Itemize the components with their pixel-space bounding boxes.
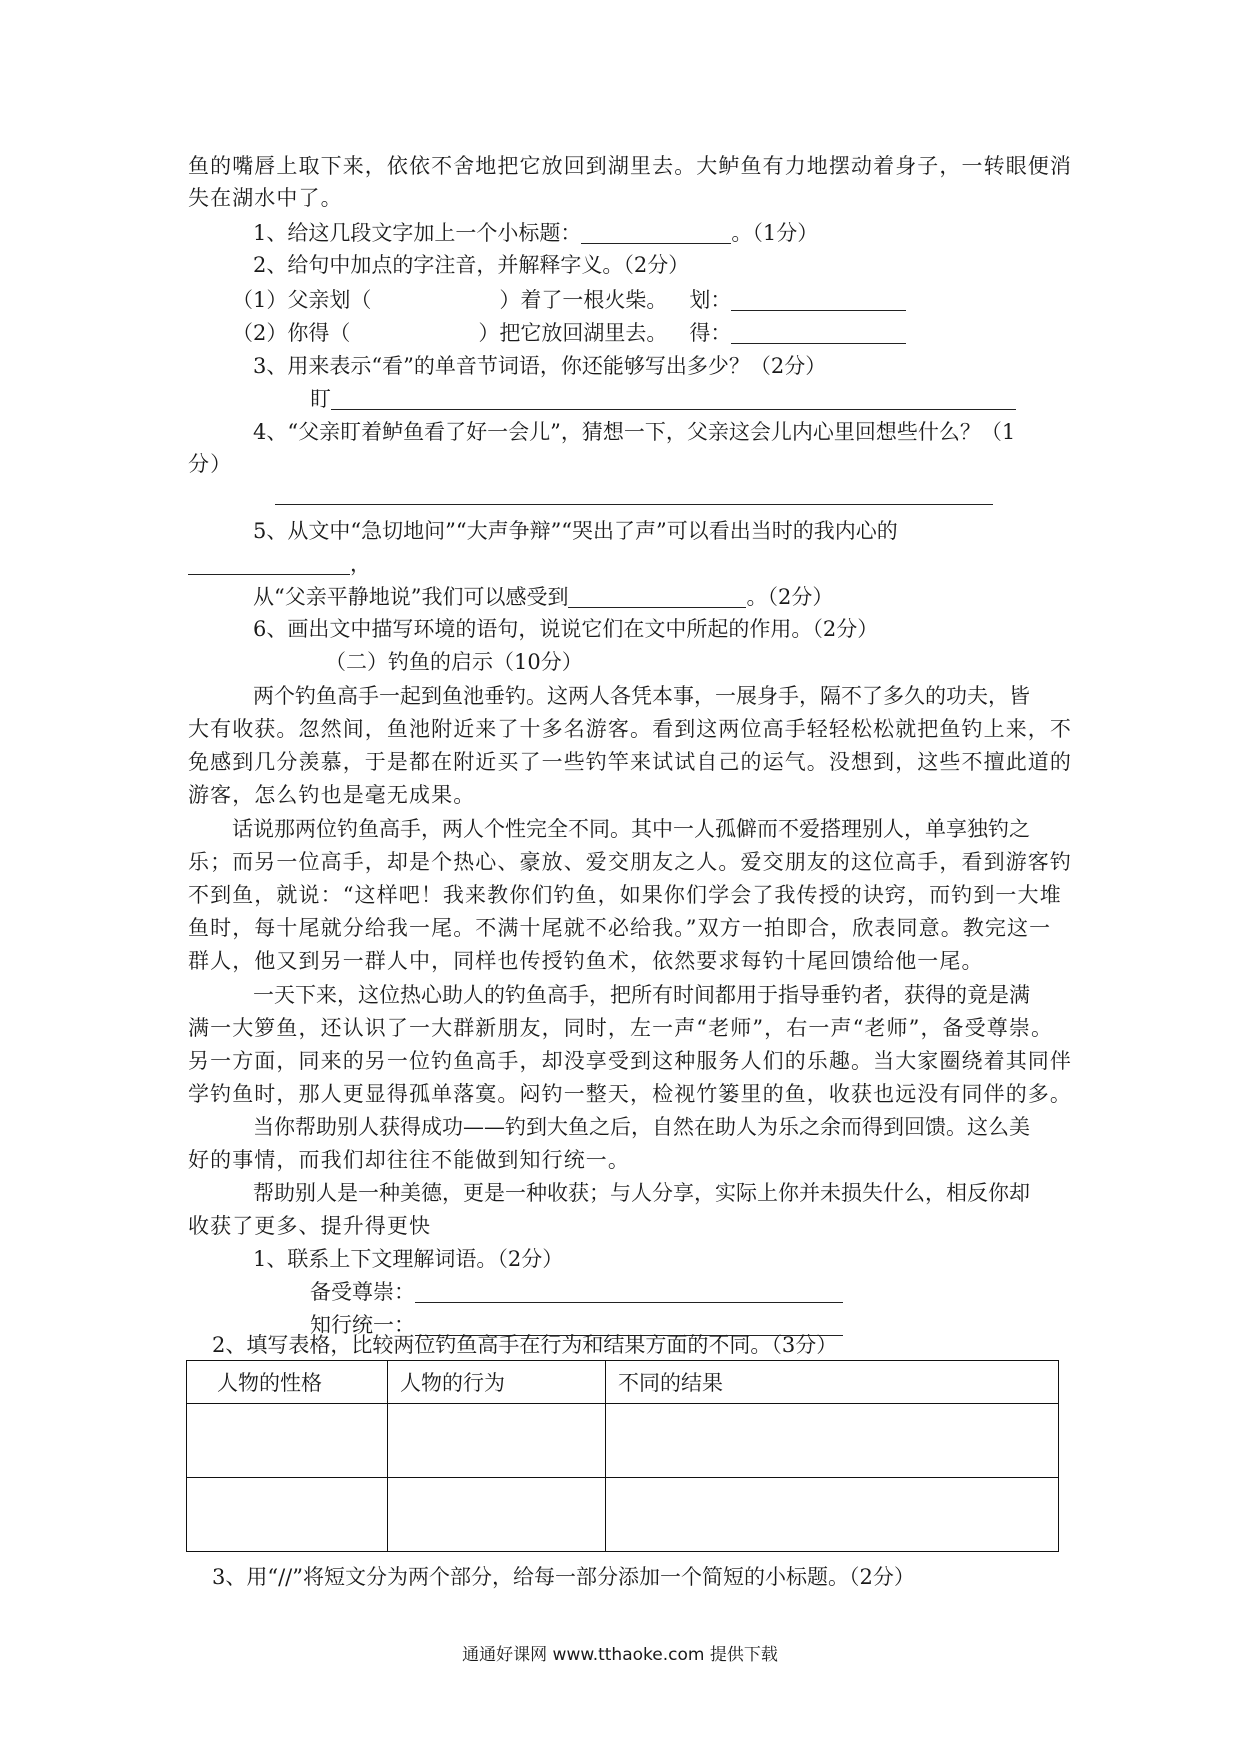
question-2-3: 3、用“//”将短文分为两个部分，给每一部分添加一个简短的小标题。（2分） [212,1565,915,1589]
paragraph-line: 群人，他又到另一群人中，同样也传授钓鱼术，依然要求每钓十尾回馈给他一尾。 [188,949,984,973]
question-3-answer: 盯 [310,384,1016,414]
table-row [187,1404,1059,1478]
question-6: 6、画出文中描写环境的语句，说说它们在文中所起的作用。（2分） [253,617,879,641]
table-cell[interactable] [388,1404,606,1478]
table-cell[interactable] [187,1404,388,1478]
question-1: 1、给这几段文字加上一个小标题： 。（1分） [253,221,819,245]
paragraph-line: 游客，怎么钓也是毫无成果。 [188,783,476,807]
table-header-row [187,1361,1059,1404]
paragraph-line: 学钓鱼时，那人更显得孤单落寞。闷钓一整天，检视竹篓里的鱼，收获也远没有同伴的多。 [188,1082,1072,1106]
section-heading: （二）钓鱼的启示（10分） [325,650,583,674]
table-cell[interactable] [606,1404,1059,1478]
answer-blank[interactable] [731,321,906,344]
answer-line[interactable] [275,504,993,505]
passage-line: 鱼的嘴唇上取下来，依依不舍地把它放回到湖里去。大鲈鱼有力地摆动着身子，一转眼便消 [188,154,1072,178]
table-cell[interactable] [388,1478,606,1552]
question-2: 2、给句中加点的字注音，并解释字义。（2分） [253,253,690,277]
table-header-cell: 人物的性格 [187,1361,388,1404]
paragraph-line: 帮助别人是一种美德，更是一种收获；与人分享，实际上你并未损失什么，相反你却 [253,1181,1030,1205]
question-5-part-2: 从“父亲平静地说”我们可以感受到 。（2分） [253,585,834,609]
paragraph-line: 好的事情，而我们却往往不能做到知行统一。 [188,1148,630,1172]
table-header-cell: 人物的行为 [388,1361,606,1404]
table-header-cell: 不同的结果 [606,1361,1059,1404]
question-3: 3、用来表示“看”的单音节词语，你还能够写出多少？（2分） [253,354,827,378]
answer-blank[interactable] [581,221,731,244]
vocab-item-2: 知行统一： [310,1310,843,1340]
paragraph-line: 当你帮助别人获得成功——钓到大鱼之后，自然在助人为乐之余而得到回馈。这么美 [253,1115,1030,1139]
question-4: 4、“父亲盯着鲈鱼看了好一会儿”，猜想一下，父亲这会儿内心里回想些什么？（1 [253,420,1016,444]
answer-blank[interactable] [568,585,746,608]
paragraph-line: 乐；而另一位高手，却是个热心、豪放、爱交朋友之人。爱交朋友的这位高手，看到游客钓 [188,850,1072,874]
paragraph-line: 一天下来，这位热心助人的钓鱼高手，把所有时间都用于指导垂钓者，获得的竟是满 [253,983,1030,1007]
question-2-item-1: （1）父亲划（ ）着了一根火柴。 划： [232,285,906,315]
table-cell[interactable] [606,1478,1059,1552]
table-row [187,1478,1059,1552]
paragraph-line: 收获了更多、提升得更快 [188,1214,432,1238]
table-cell[interactable] [187,1478,388,1552]
question-2-item-2: （2）你得（ ）把它放回湖里去。 得： [232,318,906,348]
passage-line: 失在湖水中了。 [188,186,343,210]
answer-blank[interactable] [731,288,906,311]
answer-blank[interactable] [415,1280,843,1303]
paragraph-line: 鱼时，每十尾就分给我一尾。不满十尾就不必给我。”双方一拍即合，欣表同意。教完这一 [188,916,1052,940]
vocab-item-1: 备受尊崇： [310,1277,843,1307]
answer-blank[interactable] [188,552,350,575]
paragraph-line: 不到鱼，就说：“这样吧！我来教你们钓鱼，如果你们学会了我传授的诀窍，而钓到一大堆 [188,883,1062,907]
answer-blank[interactable] [331,387,1016,410]
paragraph-line: 满一大箩鱼，还认识了一大群新朋友，同时，左一声“老师”，右一声“老师”，备受尊崇。 [188,1016,1054,1040]
question-2-1: 1、联系上下文理解词语。（2分） [253,1247,564,1271]
question-2-2: 2、填写表格，比较两位钓鱼高手在行为和结果方面的不同。（3分） [212,1333,838,1357]
paragraph-line: 免感到几分羡慕，于是都在附近买了一些钓竿来试试自己的运气。没想到，这些不擅此道的 [188,750,1072,774]
question-5: 5、从文中“急切地问”“大声争辩”“哭出了声”可以看出当时的我内心的 [253,519,898,543]
question-5-blank-line: ， [188,549,371,579]
paragraph-line: 话说那两位钓鱼高手，两人个性完全不同。其中一人孤僻而不爱搭理别人，单享独钓之 [232,817,1030,841]
comparison-table [186,1360,1059,1552]
paragraph-line: 大有收获。忽然间，鱼池附近来了十多名游客。看到这两位高手轻轻松松就把鱼钓上来，不 [188,717,1072,741]
paragraph-line: 两个钓鱼高手一起到鱼池垂钓。这两人各凭本事，一展身手，隔不了多久的功夫，皆 [253,684,1030,708]
page-footer: 通通好课网 www.tthaoke.com 提供下载 [462,1645,778,1665]
paragraph-line: 另一方面，同来的另一位钓鱼高手，却没享受到这种服务人们的乐趣。当大家圈绕着其同伴 [188,1049,1072,1073]
question-4-cont: 分） [188,452,233,476]
